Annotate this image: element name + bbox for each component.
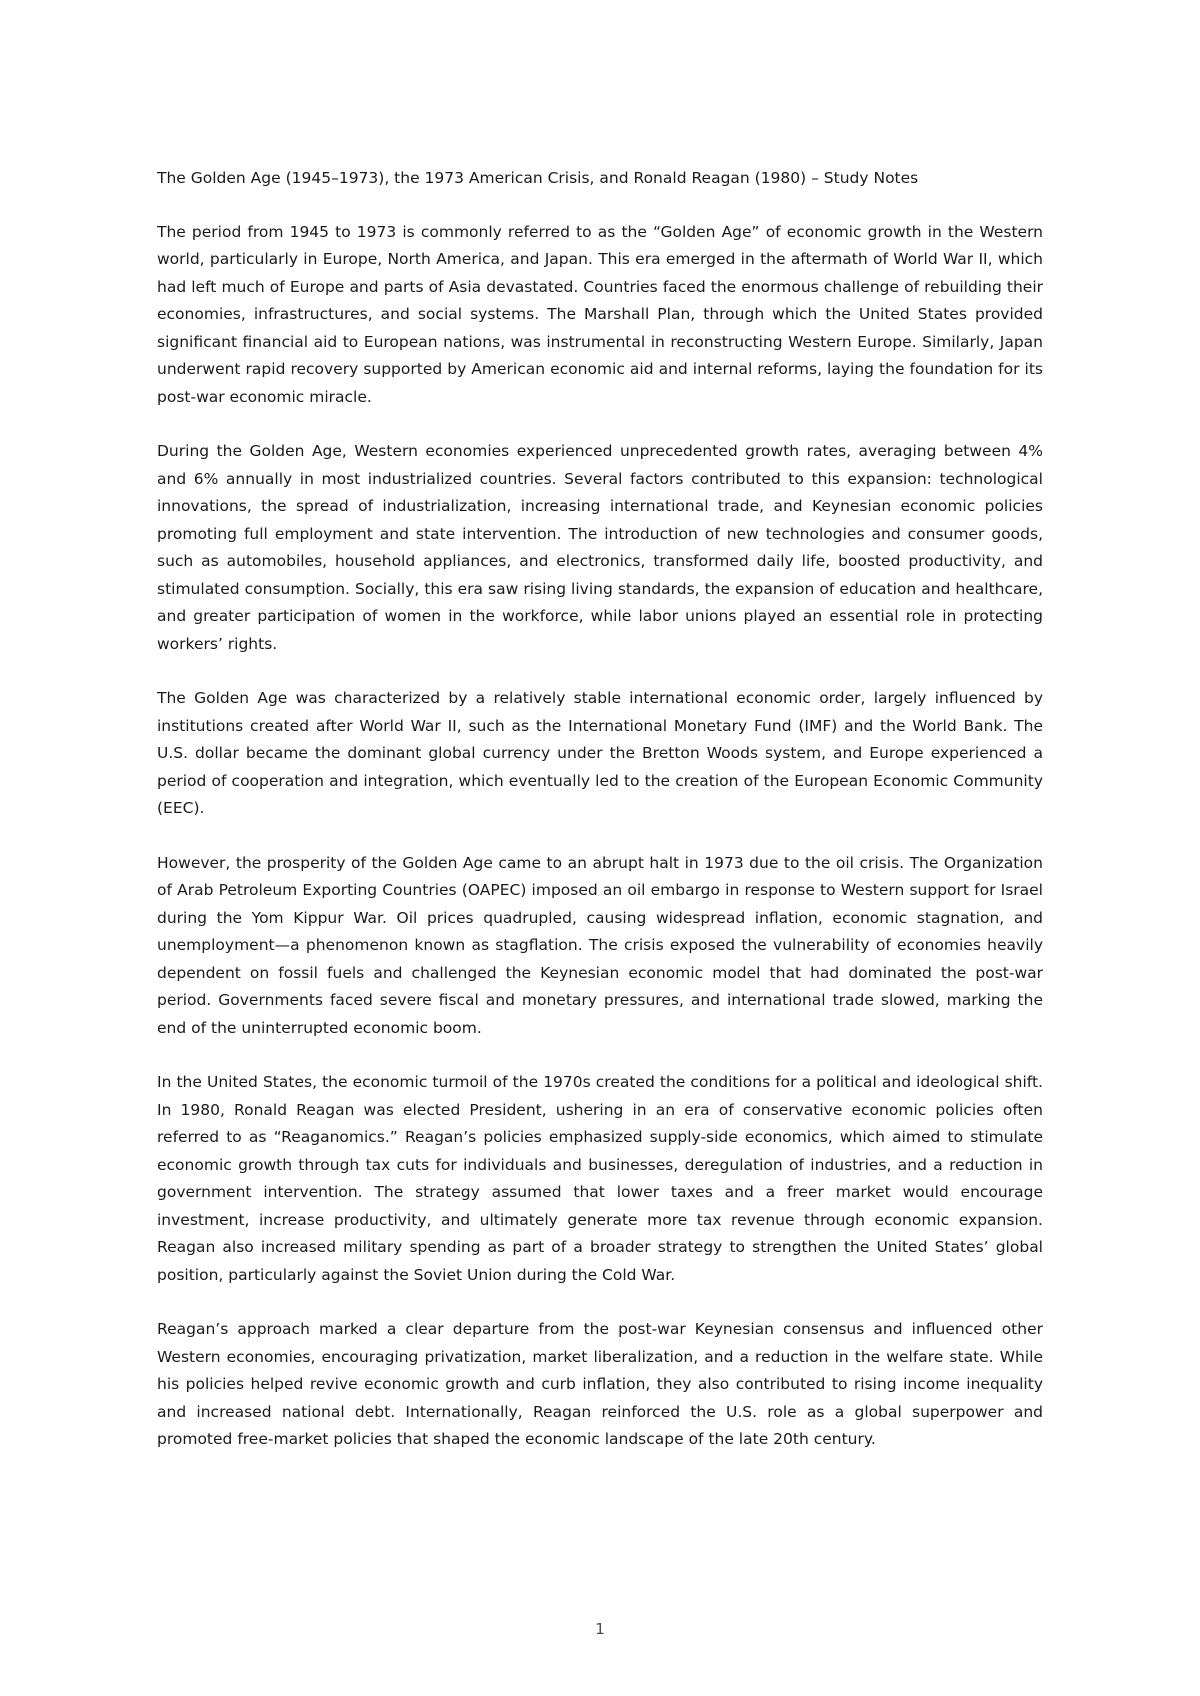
paragraph-6: Reagan’s approach marked a clear departure from the post-war Keynesian consensus and influenced other Western economies, encouraging privatization, market liberalization, and a reduction in the welfare state. While his policies helped revive economic growth and curb inflation, they also contributed to rising income inequality and increased national debt. Internationally, Reagan reinforced the U.S. role as a global superpower and promoted free-market policies that shaped the economic landscape of the late 20th century.: [157, 1320, 1043, 1448]
paragraph-3: The Golden Age was characterized by a relatively stable international economic order, largely influenced by institutions created after World War II, such as the International Monetary Fund (IMF) and the World Bank. The U.S. dollar became the dominant global currency under the Bretton Woods system, and Europe experienced a period of cooperation and integration, which eventually led to the creation of the European Economic Community (EEC).: [157, 689, 1043, 817]
paragraph-2: During the Golden Age, Western economies experienced unprecedented growth rates, averaging between 4% and 6% annually in most industrialized countries. Several factors contributed to this expansion: technological innovations, the spread of industrialization, increasing international trade, and Keynesian economic policies promoting full employment and state intervention. The introduction of new technologies and consumer goods, such as automobiles, household appliances, and electronics, transformed daily life, boosted productivity, and stimulated consumption. Socially, this era saw rising living standards, the expansion of education and healthcare, and greater participation of women in the workforce, while labor unions played an essential role in protecting workers’ rights.: [157, 442, 1043, 653]
paragraph-4: However, the prosperity of the Golden Age came to an abrupt halt in 1973 due to the oil crisis. The Organization of Arab Petroleum Exporting Countries (OAPEC) imposed an oil embargo in response to Western support for Israel during the Yom Kippur War. Oil prices quadrupled, causing widespread inflation, economic stagnation, and unemployment—a phenomenon known as stagflation. The crisis exposed the vulnerability of economies heavily dependent on fossil fuels and challenged the Keynesian economic model that had dominated the post-war period. Governments faced severe fiscal and monetary pressures, and international trade slowed, marking the end of the uninterrupted economic boom.: [157, 853, 1043, 1037]
paragraph-5: In the United States, the economic turmoil of the 1970s created the conditions for a political and ideological shift. In 1980, Ronald Reagan was elected President, ushering in an era of conservative economic policies often referred to as “Reaganomics.” Reagan’s policies emphasized supply-side economics, which aimed to stimulate economic growth through tax cuts for individuals and businesses, deregulation of industries, and a reduction in government intervention. The strategy assumed that lower taxes and a freer market would encourage investment, increase productivity, and ultimately generate more tax revenue through economic expansion. Reagan also increased military spending as part of a broader strategy to strengthen the United States’ global position, particularly against the Soviet Union during the Cold War.: [157, 1073, 1043, 1284]
paragraph-1: The period from 1945 to 1973 is commonly referred to as the “Golden Age” of economic growth in the Western world, particularly in Europe, North America, and Japan. This era emerged in the aftermath of World War II, which had left much of Europe and parts of Asia devastated. Countries faced the enormous challenge of rebuilding their economies, infrastructures, and social systems. The Marshall Plan, through which the United States provided significant financial aid to European nations, was instrumental in reconstructing Western Europe. Similarly, Japan underwent rapid recovery supported by American economic aid and internal reforms, laying the foundation for its post-war economic miracle.: [157, 222, 1043, 406]
document-title: The Golden Age (1945–1973), the 1973 American Crisis, and Ronald Reagan (1980) – Study Notes: [157, 169, 919, 187]
page-number: 1: [595, 1620, 605, 1638]
document-body: [157, 165, 1043, 1481]
